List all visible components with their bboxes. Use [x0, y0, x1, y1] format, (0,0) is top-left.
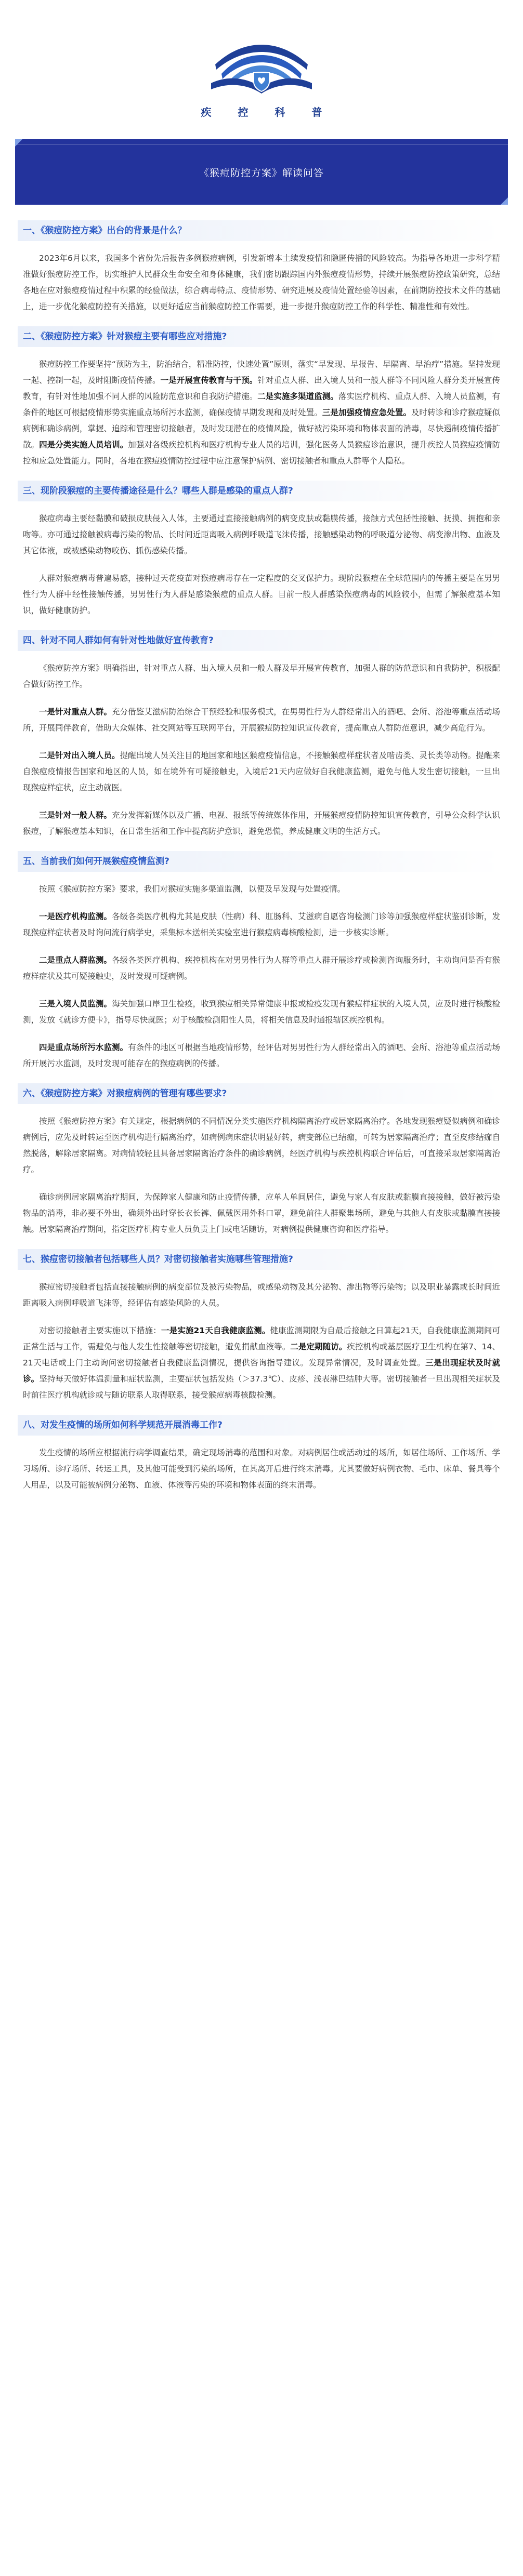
paragraph-text: 《猴痘防控方案》明确指出，针对重点人群、出入境人员和一般人群及早开展宣传教育，加强人群的防范意识和自我防护，积极配合做好防控工作。	[23, 663, 500, 689]
paragraph-text: 2023年6月以来，我国多个省份先后报告多例猴痘病例，引发新增本土续发疫情和隐匿传播的风险较高。为指导各地进一步科学精准做好猴痘防控工作，切实维护人民群众生命安全和身体健康，我们密切跟踪国内外猴痘疫情形势，持续开展猴痘防控政策研究，总结各地在应对猴痘疫情过程中积累的经验做法，综合病毒特点、疫情形势、研究进展及疫情处置经验等因素，在前期防控技术文件的基础上，进一步优化猴痘防控有关措施，以更好适应当前猴痘防控工作需要，进一步提升猴痘防控工作的科学性、精准性和有效性。	[23, 254, 500, 311]
answer-paragraph	[23, 570, 500, 619]
emphasis-text: 三是入境人员监测。	[39, 999, 112, 1008]
paragraph-text: 猴痘病毒主要经黏膜和破损皮肤侵入人体，主要通过直接接触病例的病变皮肤或黏膜传播，接触方式包括性接触、抚摸、拥抱和亲吻等。亦可通过接触被病毒污染的物品、长时间近距离吸入病例呼吸道飞沫传播，接触感染动物的呼吸道分泌物、病变渗出物、血液及其它体液，或被感染动物咬伤、抓伤感染传播。	[23, 514, 500, 555]
paragraph-text: 按照《猴痘防控方案》要求，我们对猴痘实施多渠道监测，以便及早发现与处置疫情。	[39, 884, 346, 894]
answer-paragraph	[23, 909, 500, 941]
paragraph-text: 发生疫情的场所应根据流行病学调查结果，确定现场消毒的范围和对象。对病例居住或活动过的场所，如居住场所、工作场所、学习场所、诊疗场所、转运工具，及其他可能受到污染的场所，在其离开后进行终末消毒。尤其要做好病例衣物、毛巾、床单、餐具等个人用品，以及可能被病例分泌物、血液、体液等污染的环境和物体表面的终末消毒。	[23, 1448, 500, 1490]
paragraph-text: 充分发挥新媒体以及广播、电视、报纸等传统媒体作用，开展猴痘疫情防控知识宣传教育，引导公众科学认识猴痘，了解猴痘基本知识，在日常生活和工作中提高防护意识，避免恐慌，养成健康文明的生活方式。	[23, 811, 500, 836]
article-body	[0, 205, 523, 1493]
emphasis-text: 三是针对一般人群。	[39, 811, 112, 820]
question-heading: 四、针对不同人群如何有针对性地做好宣传教育?	[18, 630, 500, 651]
paragraph-text: 按照《猴痘防控方案》有关规定，根据病例的不同情况分类实施医疗机构隔离治疗或居家隔离治疗。各地发现猴痘疑似病例和确诊病例后，应先及时转运至医疗机构进行隔离治疗，如病例病床症状明显好转，病变部位已结痂，可转为居家隔离治疗；直至皮疹结痂自然脱落，解除居家隔离。对病情较轻且具备居家隔离治疗条件的确诊病例，经医疗机构与疾控机构联合评估后，可直接采取居家隔离治疗。	[23, 1117, 500, 1174]
answer-paragraph	[23, 881, 500, 897]
answer-paragraph	[23, 807, 500, 840]
qa-section	[23, 326, 500, 469]
paragraph-text: 落实医疗机构、重点人群、入境人员监测，有条件的地区可根据疫情形势实施重点场所污水监测，确保疫情早期发现和及时处置。	[23, 392, 500, 417]
question-heading: 三、现阶段猴痘的主要传播途径是什么？哪些人群是感染的重点人群?	[18, 481, 500, 501]
paragraph-text: 充分借鉴艾滋病防治综合干预经验和服务模式，在男男性行为人群经常出入的酒吧、会所、浴池等重点活动场所，开展同伴教育，借助大众媒体、社交网站等互联网平台，开展猴痘防控知识宣传教育，提高重点人群防范意识，减少高危行为。	[23, 707, 500, 733]
emphasis-text: 一是实施21天自我健康监测。	[161, 1326, 270, 1335]
emphasis-text: 一是医疗机构监测。	[39, 912, 112, 921]
emphasis-text: 一是针对重点人群。	[39, 707, 112, 716]
qa-section	[23, 1083, 500, 1238]
emphasis-text: 二是定期随访。	[290, 1342, 347, 1351]
paragraph-text: 人群对猴痘病毒普遍易感，接种过天花疫苗对猴痘病毒存在一定程度的交叉保护力。现阶段猴痘在全球范围内的传播主要是在男男性行为人群中经性接触传播，男男性行为人群是感染猴痘的重点人群。目前一般人群感染猴痘病毒的风险较小，但需了解猴痘基本知识，做好健康防护。	[23, 574, 500, 615]
answer-paragraph	[23, 250, 500, 315]
paragraph-text: 有条件的地区可根据当地疫情形势，经评估对男男性行为人群经常出入的酒吧、会所、浴池等重点活动场所开展污水监测，及时发现可能存在的猴痘病例的传播。	[23, 1043, 500, 1068]
question-heading: 八、对发生疫情的场所如何科学规范开展消毒工作?	[18, 1415, 500, 1436]
answer-paragraph	[23, 748, 500, 796]
logo-text: 疾 控 科 普	[201, 106, 334, 118]
paragraph-text: 针对重点人群、出入境人员和一般人群等不同风险人群分类开展宣传教育，有针对性地加强不同人群的风险防范意识和自我防护措施。	[23, 376, 500, 401]
question-heading: 二、《猴痘防控方案》针对猴痘主要有哪些应对措施?	[18, 326, 500, 347]
paragraph-text: 及时转诊和诊疗猴痘疑似病例和确诊病例，掌握、追踪和管理密切接触者，及时发现潜在的疫情风险，做好被污染环境和物体表面的消毒，尽快遏制疫情传播扩散。	[23, 408, 500, 449]
answer-paragraph	[23, 1279, 500, 1311]
emphasis-text: 一是开展宣传教育与干预。	[160, 376, 258, 385]
book-shield-logo-icon	[208, 42, 315, 99]
paragraph-text: 提醒出境人员关注目的地国家和地区猴痘疫情信息，不接触猴痘样症状者及啮齿类、灵长类等动物。提醒来自猴痘疫情报告国家和地区的人员，如在境外有可疑接触史，入境后21天内应做好自我健康监测，避免与他人发生密切接触，一旦出现猴痘样症状，应主动就医。	[23, 751, 500, 792]
paragraph-text: 疾控机构或基层医疗卫生机构在第7、14、21天电话或上门主动询问密切接触者自我健康监测情况，提供咨询指导建议。发现异常情况，及时调查处置。	[23, 1342, 500, 1367]
logo-area	[0, 0, 523, 139]
page-title: 《猴痘防控方案》解读问答	[199, 167, 324, 179]
banner-corner-decoration	[501, 197, 508, 205]
emphasis-text: 四是重点场所污水监测。	[39, 1043, 128, 1052]
paragraph-text: 猴痘密切接触者包括直接接触病例的病变部位及被污染物品，或感染动物及其分泌物、渗出物等污染物；以及职业暴露或长时间近距离吸入病例呼吸道飞沫等，经评估有感染风险的人员。	[23, 1282, 500, 1308]
qa-section	[23, 220, 500, 315]
paragraph-text: 海关加强口岸卫生检疫，收到猴痘相关异常健康申报或检疫发现有猴痘样症状的入境人员，应及时进行核酸检测，发放《就诊方便卡》，指导尽快就医；对于核酸检测阳性人员，将相关信息及时通报辖区疾控机构。	[23, 999, 500, 1025]
answer-paragraph	[23, 1323, 500, 1403]
banner-corner-decoration	[15, 139, 22, 147]
question-heading: 六、《猴痘防控方案》对猴痘病例的管理有哪些要求?	[18, 1083, 500, 1104]
paragraph-text: 猴痘防控工作要坚持“预防为主，防治结合，精准防控，快速处置”原则，落实“早发现、早报告、早隔离、早治疗”措施。坚持发现一起、控制一起，及时阻断疫情传播。	[23, 360, 500, 385]
qa-section	[23, 1249, 500, 1403]
title-banner	[15, 139, 508, 205]
paragraph-text: 健康监测期限为自最后接触之日算起21天，自我健康监测期间可正常生活与工作，需避免与他人发生性接触等密切接触，避免捐献血液等。	[23, 1326, 500, 1351]
answer-paragraph	[23, 952, 500, 985]
answer-paragraph	[23, 511, 500, 559]
qa-section	[23, 630, 500, 840]
question-heading: 五、当前我们如何开展猴痘疫情监测?	[18, 851, 500, 872]
qa-section	[23, 1415, 500, 1493]
answer-paragraph	[23, 1445, 500, 1493]
answer-paragraph	[23, 356, 500, 469]
answer-paragraph	[23, 660, 500, 693]
paragraph-text: 加强对各级疾控机构和医疗机构专业人员的培训，强化医务人员猴痘诊治意识，提升疾控人员猴痘疫情防控和应急处置能力。同时，各地在猴痘疫情防控过程中应注意保护病例、密切接触者和重点人群等个人隐私。	[23, 440, 500, 466]
emphasis-text: 二是实施多渠道监测。	[257, 392, 338, 401]
paragraph-text: 各级各类医疗机构、疾控机构在对男男性行为人群等重点人群开展诊疗或检测咨询服务时，主动询问是否有猴痘样症状及其可疑接触史，及时发现可疑病例。	[23, 955, 500, 981]
qa-section	[23, 481, 500, 619]
paragraph-text: 坚持每天做好体温测量和症状监测，主要症状包括发热（＞37.3℃）、皮疹、浅表淋巴结肿大等。密切接触者一旦出现相关症状及时前往医疗机构就诊或与随访联系人取得联系，接受猴痘病毒核酸检测。	[23, 1374, 500, 1400]
emphasis-text: 二是针对出入境人员。	[39, 751, 120, 760]
qa-section	[23, 851, 500, 1072]
paragraph-text: 确诊病例居家隔离治疗期间，为保障家人健康和防止疫情传播，应单人单间居住，避免与家人有皮肤或黏膜直接接触，做好被污染物品的消毒，非必要不外出，确须外出时穿长衣长裤、佩戴医用外科口罩，避免前往人群聚集场所，避免与其他人有皮肤或黏膜直接接触。居家隔离治疗期间，指定医疗机构专业人员负责上门或电话随访，对病例提供健康咨询和医疗指导。	[23, 1192, 500, 1234]
question-heading: 七、猴痘密切接触者包括哪些人员？对密切接触者实施哪些管理措施?	[18, 1249, 500, 1270]
answer-paragraph	[23, 1040, 500, 1072]
paragraph-text: 对密切接触者主要实施以下措施：	[39, 1326, 161, 1335]
emphasis-text: 三是加强疫情应急处置。	[322, 408, 411, 417]
question-heading: 一、《猴痘防控方案》出台的背景是什么？	[18, 220, 500, 241]
paragraph-text: 各级各类医疗机构尤其是皮肤（性病）科、肛肠科、艾滋病自愿咨询检测门诊等加强猴痘样症状鉴别诊断，发现猴痘样症状者及时询问流行病学史，采集标本送相关实验室进行猴痘病毒核酸检测，进一步核实诊断。	[23, 912, 500, 937]
emphasis-text: 四是分类实施人员培训。	[39, 440, 128, 449]
answer-paragraph	[23, 996, 500, 1028]
emphasis-text: 二是重点人群监测。	[39, 955, 112, 965]
answer-paragraph	[23, 704, 500, 736]
emphasis-text: 三是出现症状及时就诊。	[23, 1358, 500, 1384]
answer-paragraph	[23, 1189, 500, 1238]
answer-paragraph	[23, 1113, 500, 1178]
